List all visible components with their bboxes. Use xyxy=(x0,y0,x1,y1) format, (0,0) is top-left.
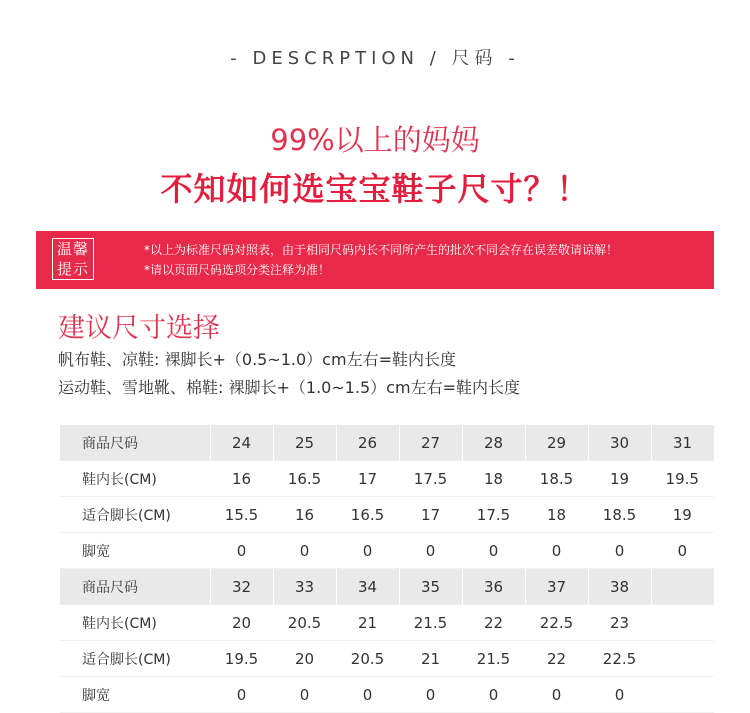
table-cell: 19 xyxy=(588,461,651,497)
table-cell: 21.5 xyxy=(462,641,525,677)
table-cell: 19 xyxy=(651,497,714,533)
table-cell: 16.5 xyxy=(273,461,336,497)
table-cell: 19.5 xyxy=(210,641,273,677)
row-header-size: 商品尺码 xyxy=(60,425,210,461)
table-cell: 23 xyxy=(588,605,651,641)
row-header-foot-length: 适合脚长(CM) xyxy=(60,641,210,677)
table-cell: 0 xyxy=(588,677,651,713)
table-cell: 22 xyxy=(462,605,525,641)
table-cell: 20.5 xyxy=(336,641,399,677)
table-cell: 0 xyxy=(336,677,399,713)
table-cell: 0 xyxy=(651,533,714,569)
table-cell: 16.5 xyxy=(336,497,399,533)
table-cell: 0 xyxy=(399,677,462,713)
tip-label-line2: 提示 xyxy=(56,260,89,278)
tip-text xyxy=(144,240,618,280)
table-cell: 21.5 xyxy=(399,605,462,641)
table-row xyxy=(60,569,714,605)
table-cell: 25 xyxy=(273,425,336,461)
table-cell: 26 xyxy=(336,425,399,461)
table-cell: 17 xyxy=(336,461,399,497)
row-header-inner-length: 鞋内长(CM) xyxy=(60,605,210,641)
row-header-size: 商品尺码 xyxy=(60,569,210,605)
table-cell: 18 xyxy=(462,461,525,497)
table-cell: 21 xyxy=(399,641,462,677)
table-cell: 38 xyxy=(588,569,651,605)
row-header-foot-width: 脚宽 xyxy=(60,533,210,569)
tip-label xyxy=(52,238,94,280)
table-cell: 34 xyxy=(336,569,399,605)
row-header-inner-length: 鞋内长(CM) xyxy=(60,461,210,497)
table-cell: 35 xyxy=(399,569,462,605)
size-table xyxy=(60,425,714,713)
table-cell: 18.5 xyxy=(588,497,651,533)
table-cell: 22.5 xyxy=(588,641,651,677)
table-cell: 0 xyxy=(336,533,399,569)
table-cell: 19.5 xyxy=(651,461,714,497)
table-cell: 0 xyxy=(210,677,273,713)
table-cell: 37 xyxy=(525,569,588,605)
table-cell: 0 xyxy=(525,533,588,569)
table-cell: 0 xyxy=(210,533,273,569)
table-cell: 0 xyxy=(525,677,588,713)
table-cell: 20 xyxy=(210,605,273,641)
suggest-rule-sport: 运动鞋、雪地靴、棉鞋: 裸脚长+（1.0~1.5）cm左右=鞋内长度 xyxy=(58,378,520,397)
table-cell: 31 xyxy=(651,425,714,461)
table-cell: 18 xyxy=(525,497,588,533)
table-cell: 0 xyxy=(462,533,525,569)
table-row xyxy=(60,497,714,533)
tip-text-line1: *以上为标准尺码对照表，由于相同尺码内长不同所产生的批次不同会存在误差敬请谅解！ xyxy=(144,243,619,257)
suggest-rule-canvas: 帆布鞋、凉鞋: 裸脚长+（0.5~1.0）cm左右=鞋内长度 xyxy=(58,350,456,369)
table-cell: 20.5 xyxy=(273,605,336,641)
tip-text-line2: *请以页面尺码选项分类注释为准！ xyxy=(144,263,331,277)
table-cell: 16 xyxy=(273,497,336,533)
headline-line2: 不知如何选宝宝鞋子尺寸？！ xyxy=(160,170,590,208)
table-cell: 0 xyxy=(588,533,651,569)
table-cell xyxy=(651,677,714,713)
table-cell: 21 xyxy=(336,605,399,641)
table-cell: 28 xyxy=(462,425,525,461)
table-cell xyxy=(651,569,714,605)
table-cell: 0 xyxy=(273,533,336,569)
table-cell: 0 xyxy=(399,533,462,569)
table-cell: 27 xyxy=(399,425,462,461)
row-header-foot-length: 适合脚长(CM) xyxy=(60,497,210,533)
table-row xyxy=(60,425,714,461)
table-cell: 17 xyxy=(399,497,462,533)
table-cell: 22.5 xyxy=(525,605,588,641)
description-title: - DESCRPTION / 尺码 - xyxy=(230,48,520,69)
table-cell: 22 xyxy=(525,641,588,677)
row-header-foot-width: 脚宽 xyxy=(60,677,210,713)
table-row xyxy=(60,461,714,497)
table-cell: 30 xyxy=(588,425,651,461)
table-cell: 16 xyxy=(210,461,273,497)
table-row xyxy=(60,533,714,569)
table-row xyxy=(60,677,714,713)
table-cell: 36 xyxy=(462,569,525,605)
table-cell: 0 xyxy=(273,677,336,713)
table-cell: 33 xyxy=(273,569,336,605)
table-row xyxy=(60,605,714,641)
table-cell: 20 xyxy=(273,641,336,677)
tip-label-line1: 温馨 xyxy=(56,240,89,258)
headline-line1: 99%以上的妈妈 xyxy=(270,123,480,157)
table-cell: 0 xyxy=(462,677,525,713)
table-cell: 24 xyxy=(210,425,273,461)
table-cell: 15.5 xyxy=(210,497,273,533)
tip-banner xyxy=(36,231,714,289)
table-cell: 29 xyxy=(525,425,588,461)
table-cell xyxy=(651,641,714,677)
table-cell: 17.5 xyxy=(462,497,525,533)
table-cell xyxy=(651,605,714,641)
suggest-title: 建议尺寸选择 xyxy=(58,313,220,344)
table-cell: 32 xyxy=(210,569,273,605)
table-cell: 17.5 xyxy=(399,461,462,497)
table-cell: 18.5 xyxy=(525,461,588,497)
table-row xyxy=(60,641,714,677)
